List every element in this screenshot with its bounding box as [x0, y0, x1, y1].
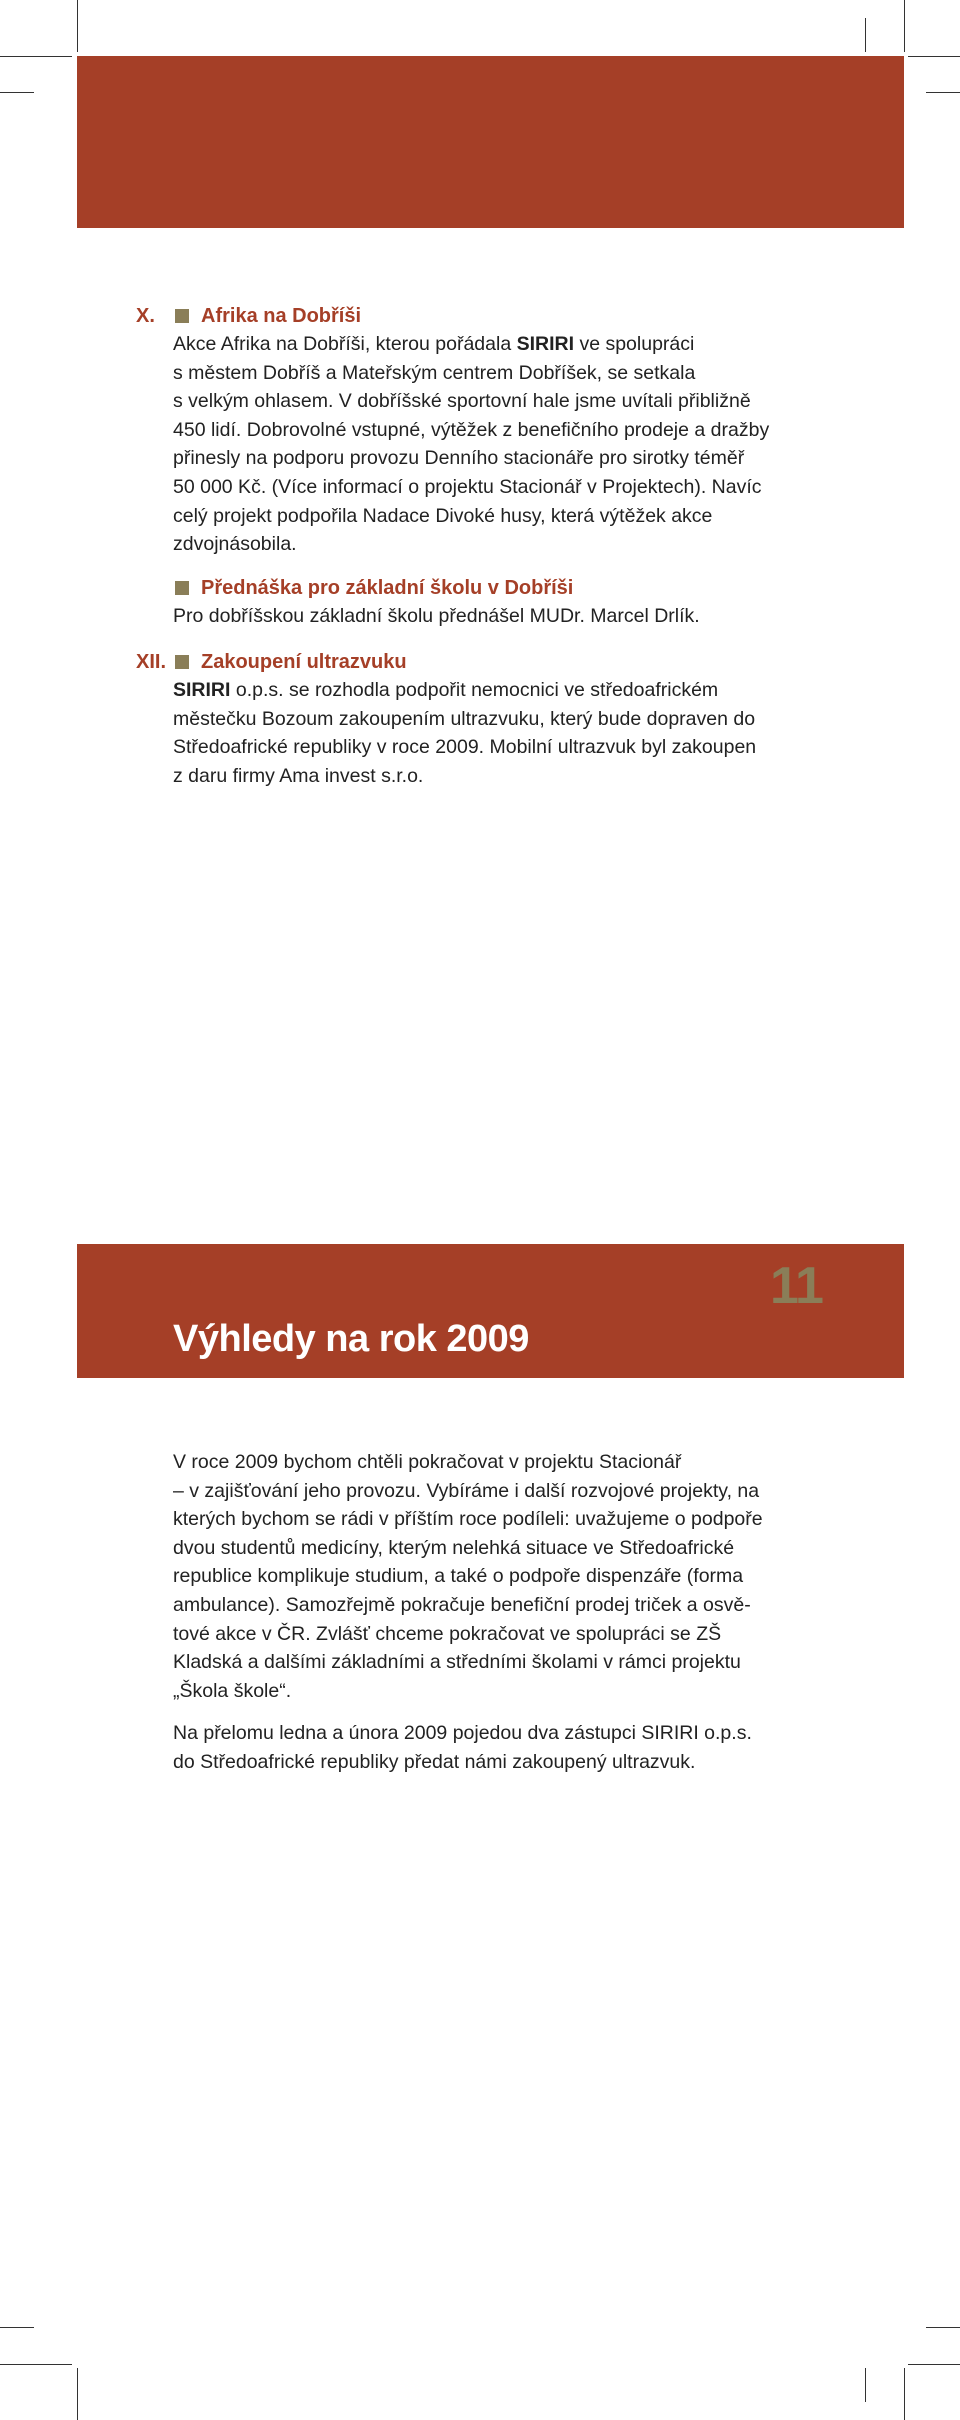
- crop-mark: [0, 56, 72, 57]
- item-body: [173, 330, 776, 559]
- crop-mark: [904, 0, 905, 52]
- body-text: Pro dobříšskou základní školu přednášel MUDr. Marcel Drlík.: [173, 605, 700, 627]
- body-line: [173, 444, 776, 473]
- paragraph-line: V roce 2009 bychom chtěli pokračovat v projektu Stacionář: [173, 1451, 682, 1473]
- list-item: [136, 574, 776, 631]
- paragraph-line: „Škola škole“.: [173, 1679, 292, 1702]
- body-text: s velkým ohlasem. V dobříšské sportovní hale jsme uvítali přibližně: [173, 390, 751, 413]
- section-text: [173, 1448, 793, 1791]
- crop-mark: [77, 2368, 78, 2420]
- list-item: [136, 302, 776, 559]
- crop-mark: [0, 92, 34, 93]
- body-line: [173, 387, 776, 416]
- body-line: [173, 416, 776, 445]
- body-text: městečku Bozoum zakoupením ultrazvuku, který bude dopraven do: [173, 707, 756, 730]
- body-text: s městem Dobříš a Mateřským centrem Dobříšek, se setkala: [173, 361, 696, 384]
- organization-name: SIRIRI: [516, 333, 575, 355]
- bullet-square-icon: [175, 581, 189, 595]
- bullet-square-icon: [175, 655, 189, 669]
- body-line: [173, 330, 776, 359]
- body-text: celý projekt podpořila Nadace Divoké husy, která výtěžek akce: [173, 504, 713, 527]
- crop-mark: [926, 2327, 960, 2328]
- paragraph-line: kterých bychom se rádi v příštím roce podíleli: uvažujeme o podpoře: [173, 1508, 763, 1531]
- body-text: 450 lidí. Dobrovolné vstupné, výtěžek z benefičního prodeje a dražby: [173, 418, 770, 441]
- paragraph-line: republice komplikuje studium, a také o podpoře dispenzáře (forma: [173, 1565, 744, 1588]
- page-number: 11: [770, 1257, 823, 1315]
- paragraph-line: dvou studentů medicíny, kterým nelehká situace ve Středoafrické: [173, 1536, 735, 1559]
- body-text: o.p.s. se rozhodla podpořit nemocnici ve středoafrickém: [230, 679, 719, 701]
- crop-mark: [926, 92, 960, 93]
- section-title: Výhledy na rok 2009: [173, 1318, 529, 1360]
- paragraph-line: Kladská a dalšími základními a středními školami v rámci projektu: [173, 1651, 741, 1674]
- bullet-square-icon: [175, 309, 189, 323]
- crop-mark: [865, 2368, 866, 2402]
- paragraph-line: – v zajišťování jeho provozu. Vybíráme i další rozvojové projekty, na: [173, 1479, 760, 1502]
- crop-mark: [904, 2368, 905, 2420]
- body-text: Středoafrické republiky v roce 2009. Mobilní ultrazvuk byl zakoupen: [173, 736, 757, 759]
- item-number: XII.: [136, 650, 167, 673]
- item-title: Přednáška pro základní školu v Dobříši: [201, 576, 574, 599]
- body-line: [173, 473, 776, 502]
- crop-mark: [0, 2364, 72, 2365]
- header-band: [77, 56, 904, 228]
- crop-mark: [908, 56, 960, 57]
- body-text: Akce Afrika na Dobříši, kterou pořádala: [173, 333, 517, 355]
- body-line: [173, 502, 776, 531]
- list-item: [136, 648, 776, 790]
- item-number: X.: [136, 304, 155, 327]
- body-text: 50 000 Kč. (Více informací o projektu Stacionář v Projektech). Navíc: [173, 475, 762, 498]
- body-line: [173, 530, 776, 559]
- item-body: [173, 676, 776, 790]
- body-line: [173, 676, 776, 705]
- body-line: [173, 762, 776, 791]
- body-line: [173, 359, 776, 388]
- paragraph-line: tové akce v ČR. Zvlášť chceme pokračovat ve spolupráci se ZŠ: [173, 1622, 722, 1645]
- body-text: přinesly na podporu provozu Denního stacionáře pro sirotky téměř: [173, 447, 745, 470]
- body-line: [173, 733, 776, 762]
- paragraph-line: ambulance). Samozřejmě pokračuje benefiční prodej triček a osvě-: [173, 1593, 751, 1616]
- paragraph-line: Na přelomu ledna a února 2009 pojedou dva zástupci SIRIRI o.p.s.: [173, 1722, 752, 1745]
- paragraph: [173, 1448, 793, 1705]
- body-text: zdvojnásobila.: [173, 533, 297, 556]
- paragraph: [173, 1719, 793, 1776]
- body-text: ve spolupráci: [574, 333, 695, 355]
- item-title: Zakoupení ultrazvuku: [201, 650, 407, 673]
- crop-mark: [908, 2364, 960, 2365]
- crop-mark: [0, 2327, 34, 2328]
- paragraph-line: do Středoafrické republiky předat námi zakoupený ultrazvuk.: [173, 1750, 696, 1773]
- body-text: z daru firmy Ama invest s.r.o.: [173, 764, 424, 787]
- organization-name: SIRIRI: [173, 679, 231, 701]
- item-title: Afrika na Dobříši: [201, 304, 362, 327]
- crop-mark: [77, 0, 78, 52]
- crop-mark: [865, 18, 866, 52]
- item-body: [173, 602, 776, 631]
- body-line: [173, 602, 776, 631]
- body-line: [173, 705, 776, 734]
